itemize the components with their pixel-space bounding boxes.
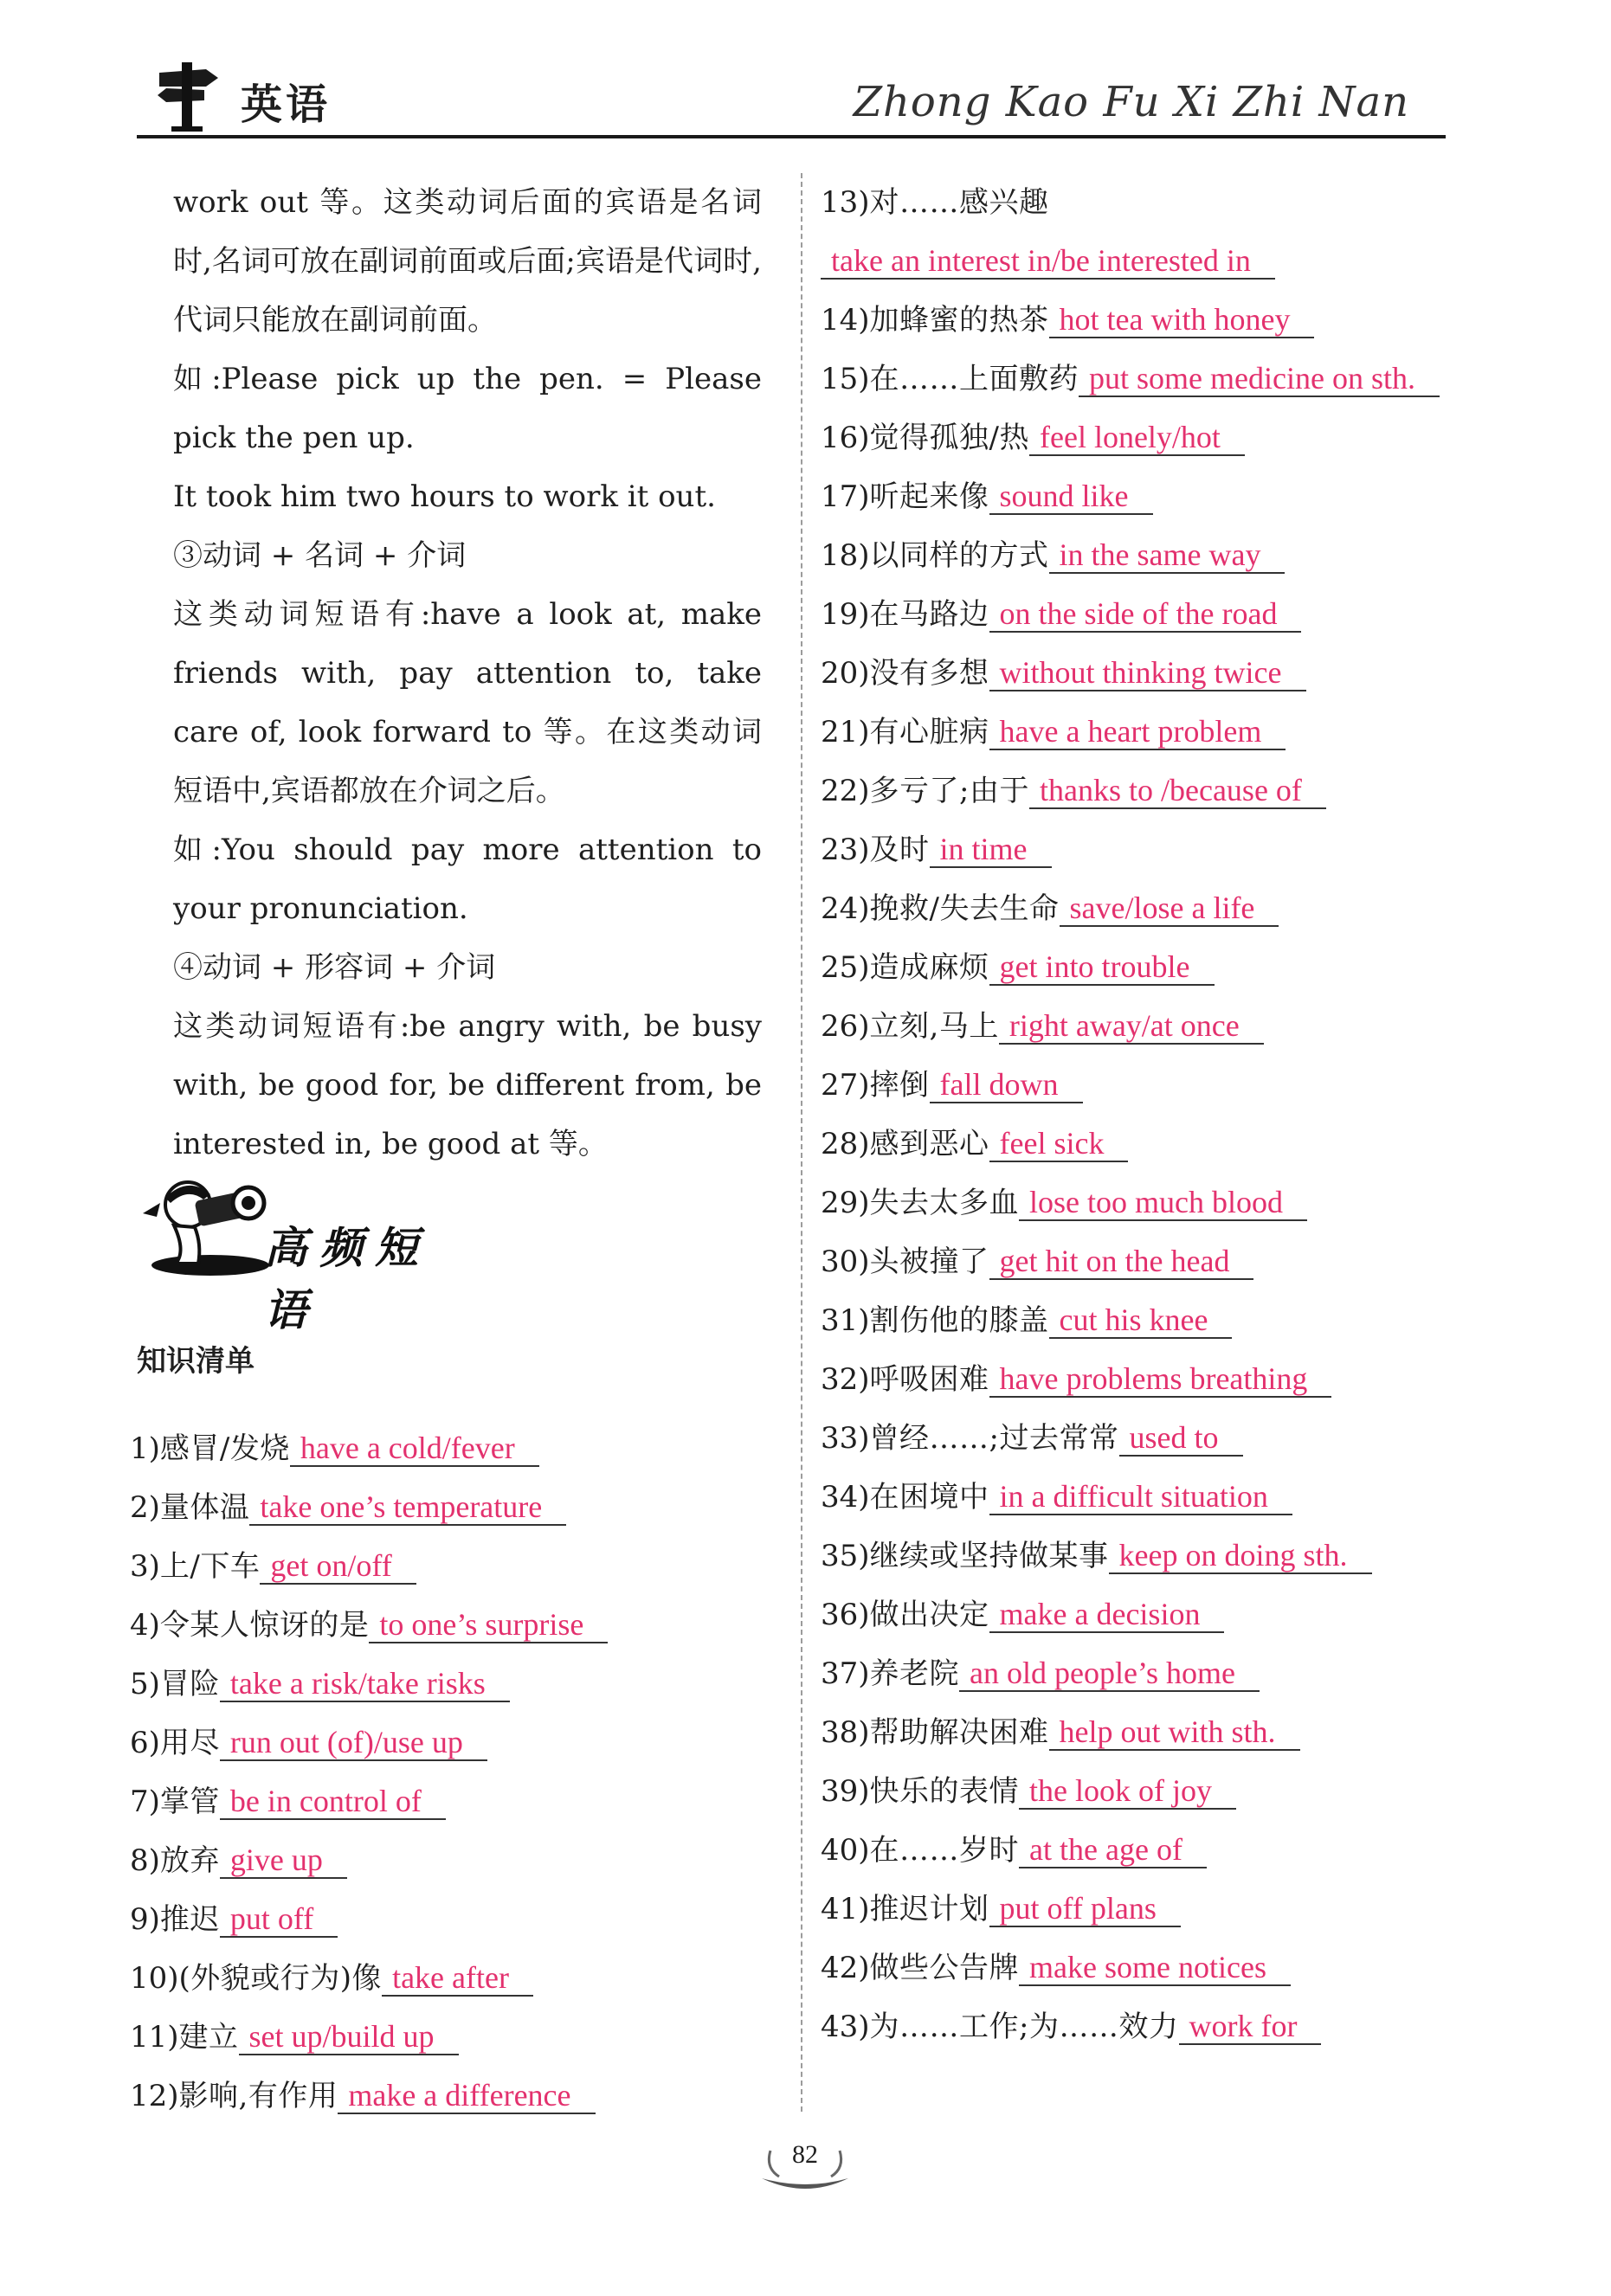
- phrase-answer: get into trouble: [989, 949, 1215, 986]
- phrase-answer: right away/at once: [999, 1008, 1264, 1045]
- section-banner: [134, 1168, 480, 1335]
- phrase-answer: feel lonely/hot: [1029, 420, 1245, 456]
- note-example: It took him two hours to work it out.: [173, 479, 716, 514]
- phrase-item: [821, 1997, 1461, 2056]
- note-paragraph: work out 等。这类动词后面的宾语是名词时,名词可放在副词前面或后面;宾语是代词时,代词只能放在副词前面。: [173, 185, 762, 338]
- phrase-item: [130, 1831, 788, 1890]
- phrase-answer: keep on doing sth.: [1109, 1538, 1372, 1574]
- phrase-chinese: (外貌或行为)像: [178, 1961, 383, 1996]
- phrase-answer: make a difference: [338, 2078, 595, 2114]
- page-number: 82: [744, 2133, 866, 2194]
- note-example: 如:Please pick up the pen. = Please pick the pen up.: [173, 362, 762, 455]
- phrase-item: [821, 1174, 1461, 1232]
- phrase-number: 6): [130, 1726, 160, 1760]
- phrase-number: 26): [821, 1009, 870, 1044]
- phrase-chinese: 感到恶心: [869, 1127, 989, 1161]
- phrase-number: 15): [821, 362, 870, 396]
- phrase-item: [821, 350, 1461, 408]
- phrase-item: [821, 1232, 1461, 1291]
- phrase-item: [130, 1537, 788, 1596]
- phrase-answer: make a decision: [989, 1597, 1225, 1633]
- phrase-item: [821, 1350, 1461, 1409]
- phrase-answer: in the same way: [1049, 537, 1286, 574]
- phrase-chinese: 上/下车: [159, 1549, 261, 1584]
- phrase-item: [821, 1527, 1461, 1585]
- phrase-list-left: [130, 1419, 788, 2126]
- phrase-item: [130, 1655, 788, 1714]
- phrase-number: 11): [130, 2020, 179, 2055]
- phrase-item: [821, 526, 1461, 585]
- phrase-item: [130, 1772, 788, 1831]
- phrase-answer: take an interest in/be interested in: [821, 243, 1275, 280]
- phrase-answer: give up: [220, 1843, 347, 1879]
- phrase-number: 25): [821, 950, 870, 985]
- phrase-item: [821, 879, 1461, 938]
- phrase-chinese: 帮助解决困难: [869, 1715, 1049, 1750]
- phrase-chinese: 养老院: [869, 1656, 960, 1691]
- phrase-chinese: 多亏了;由于: [869, 774, 1029, 808]
- phrase-answer: lose too much blood: [1019, 1185, 1307, 1221]
- subject-title: 英语: [241, 80, 332, 129]
- phrase-item: [821, 703, 1461, 762]
- series-title: Zhong Kao Fu Xi Zhi Nan: [853, 78, 1409, 126]
- phrase-number: 10): [130, 1961, 179, 1996]
- phrase-answer: have problems breathing: [989, 1361, 1332, 1398]
- phrase-number: 29): [821, 1186, 870, 1220]
- phrase-chinese: 建立: [178, 2020, 239, 2055]
- phrase-item: [821, 1291, 1461, 1350]
- phrase-chinese: 失去太多血: [869, 1186, 1020, 1220]
- column-divider: [801, 173, 802, 2112]
- phrase-number: 1): [130, 1431, 160, 1466]
- phrase-item: [130, 1478, 788, 1537]
- phrase-answer: without thinking twice: [989, 655, 1306, 691]
- phrase-answer: be in control of: [220, 1784, 446, 1820]
- phrase-chinese: 推迟计划: [869, 1892, 989, 1926]
- phrase-chinese: 觉得孤独/热: [869, 421, 1029, 455]
- phrase-number: 14): [821, 303, 870, 338]
- signpost-icon: [154, 57, 223, 133]
- phrase-chinese: 影响,有作用: [178, 2079, 338, 2113]
- phrase-number: 41): [821, 1892, 870, 1926]
- phrase-chinese: 对……感兴趣: [869, 185, 1049, 220]
- phrase-number: 39): [821, 1774, 870, 1809]
- phrase-number: 38): [821, 1715, 870, 1750]
- phrase-item: [821, 1939, 1461, 1997]
- phrase-number: 22): [821, 774, 870, 808]
- phrase-number: 2): [130, 1490, 160, 1525]
- phrase-number: 35): [821, 1539, 870, 1573]
- phrase-answer: get on/off: [260, 1548, 416, 1585]
- phrase-answer: an old people’s home: [959, 1656, 1260, 1692]
- phrase-item: [821, 1056, 1461, 1115]
- phrase-item: [821, 1821, 1461, 1880]
- phrase-answer: take a risk/take risks: [220, 1666, 510, 1702]
- phrase-chinese: 用尽: [159, 1726, 220, 1760]
- phrase-chinese: 听起来像: [869, 479, 989, 514]
- phrase-answer: put off: [220, 1901, 338, 1938]
- phrase-chinese: 冒险: [159, 1667, 220, 1701]
- phrase-answer: thanks to /because of: [1029, 773, 1326, 809]
- phrase-answer: put off plans: [989, 1891, 1181, 1927]
- phrase-number: 16): [821, 421, 870, 455]
- phrase-answer: the look of joy: [1019, 1773, 1236, 1810]
- phrase-item: [130, 2008, 788, 2067]
- phrase-chinese: 挽救/失去生命: [869, 891, 1060, 926]
- phrase-answer: cut his knee: [1049, 1302, 1233, 1339]
- phrase-item: [821, 173, 1461, 291]
- phrase-answer: hot tea with honey: [1049, 302, 1315, 338]
- phrase-number: 12): [130, 2079, 179, 2113]
- phrase-chinese: 有心脏病: [869, 715, 989, 749]
- grammar-notes: [173, 173, 762, 1174]
- phrase-number: 7): [130, 1785, 160, 1819]
- phrase-item: [821, 1644, 1461, 1703]
- phrase-answer: run out (of)/use up: [220, 1725, 487, 1761]
- phrase-chinese: 快乐的表情: [869, 1774, 1020, 1809]
- phrase-chinese: 立刻,马上: [869, 1009, 999, 1044]
- phrase-number: 17): [821, 479, 870, 514]
- phrase-list-right: [821, 173, 1461, 2056]
- note-paragraph: 这类动词短语有:be angry with, be busy with, be good for, be different from, be interested in, be good at 等。: [173, 1009, 762, 1161]
- phrase-number: 32): [821, 1362, 870, 1397]
- phrase-chinese: 呼吸困难: [869, 1362, 989, 1397]
- phrase-answer: feel sick: [989, 1126, 1129, 1162]
- phrase-number: 30): [821, 1244, 870, 1279]
- phrase-chinese: 做些公告牌: [869, 1951, 1020, 1985]
- phrase-item: [821, 1880, 1461, 1939]
- phrase-answer: to one’s surprise: [369, 1607, 608, 1643]
- phrase-number: 23): [821, 833, 870, 867]
- header-rule: [137, 135, 1446, 138]
- phrase-answer: in time: [930, 832, 1052, 868]
- phrase-answer: take one’s temperature: [249, 1489, 566, 1526]
- phrase-chinese: 曾经……;过去常常: [869, 1421, 1119, 1456]
- phrase-answer: set up/build up: [239, 2019, 459, 2055]
- mascot-telescope-icon: [134, 1168, 273, 1285]
- phrase-number: 27): [821, 1068, 870, 1103]
- phrase-answer: sound like: [989, 479, 1153, 515]
- phrase-number: 37): [821, 1656, 870, 1691]
- phrase-answer: have a heart problem: [989, 714, 1286, 750]
- phrase-item: [130, 1890, 788, 1949]
- phrase-item: [130, 1596, 788, 1655]
- phrase-answer: make some notices: [1019, 1950, 1291, 1986]
- phrase-answer: have a cold/fever: [290, 1431, 539, 1467]
- phrase-answer: work for: [1179, 2009, 1322, 2045]
- page-header: [137, 52, 1446, 143]
- phrase-answer: put some medicine on sth.: [1079, 361, 1440, 397]
- phrase-chinese: 摔倒: [869, 1068, 930, 1103]
- phrase-number: 18): [821, 538, 870, 573]
- phrase-answer: in a difficult situation: [989, 1479, 1292, 1515]
- note-paragraph: 这类动词短语有:have a look at, make friends with, pay attention to, take care of, look forward to 等。在这类动词短语中,宾语都放在介词之后。: [173, 597, 762, 808]
- note-subheading: ③动词 + 名词 + 介词: [173, 538, 467, 573]
- phrase-chinese: 在马路边: [869, 597, 989, 632]
- phrase-number: 34): [821, 1480, 870, 1515]
- phrase-chinese: 及时: [869, 833, 930, 867]
- phrase-number: 4): [130, 1608, 160, 1643]
- phrase-chinese: 在……岁时: [869, 1833, 1020, 1868]
- phrase-item: [821, 820, 1461, 879]
- phrase-answer: fall down: [930, 1067, 1083, 1103]
- phrase-number: 20): [821, 656, 870, 691]
- phrase-chinese: 为……工作;为……效力: [869, 2010, 1179, 2044]
- phrase-item: [821, 762, 1461, 820]
- phrase-item: [130, 2067, 788, 2126]
- phrase-chinese: 令某人惊讶的是: [159, 1608, 370, 1643]
- phrase-chinese: 造成麻烦: [869, 950, 989, 985]
- phrase-item: [821, 408, 1461, 467]
- phrase-chinese: 感冒/发烧: [159, 1431, 290, 1466]
- phrase-number: 9): [130, 1902, 160, 1937]
- phrase-item: [130, 1949, 788, 2008]
- phrase-number: 5): [130, 1667, 160, 1701]
- phrase-chinese: 头被撞了: [869, 1244, 989, 1279]
- phrase-chinese: 以同样的方式: [869, 538, 1049, 573]
- phrase-item: [821, 1468, 1461, 1527]
- phrase-item: [821, 467, 1461, 526]
- phrase-item: [821, 1703, 1461, 1762]
- phrase-number: 21): [821, 715, 870, 749]
- phrase-number: 31): [821, 1303, 870, 1338]
- phrase-number: 33): [821, 1421, 870, 1456]
- phrase-number: 24): [821, 891, 870, 926]
- phrase-number: 3): [130, 1549, 160, 1584]
- phrase-answer: at the age of: [1019, 1832, 1207, 1868]
- phrase-chinese: 没有多想: [869, 656, 989, 691]
- phrase-item: [821, 1115, 1461, 1174]
- phrase-number: 19): [821, 597, 870, 632]
- phrase-chinese: 在……上面敷药: [869, 362, 1079, 396]
- phrase-item: [821, 585, 1461, 644]
- phrase-item: [821, 938, 1461, 997]
- phrase-answer: help out with sth.: [1049, 1714, 1300, 1751]
- phrase-chinese: 掌管: [159, 1785, 220, 1819]
- phrase-chinese: 放弃: [159, 1843, 220, 1878]
- phrase-number: 43): [821, 2010, 870, 2044]
- phrase-item: [821, 291, 1461, 350]
- phrase-chinese: 推迟: [159, 1902, 220, 1937]
- banner-title: 高频短语: [264, 1222, 430, 1335]
- note-subheading: ④动词 + 形容词 + 介词: [173, 950, 496, 985]
- phrase-chinese: 量体温: [159, 1490, 250, 1525]
- phrase-answer: on the side of the road: [989, 596, 1302, 633]
- phrase-number: 36): [821, 1598, 870, 1632]
- phrase-chinese: 做出决定: [869, 1598, 989, 1632]
- phrase-chinese: 加蜂蜜的热茶: [869, 303, 1049, 338]
- section-label: 知识清单: [137, 1344, 255, 1379]
- phrase-answer: save/lose a life: [1060, 891, 1279, 927]
- phrase-item: [130, 1714, 788, 1772]
- phrase-item: [821, 1762, 1461, 1821]
- phrase-chinese: 在困境中: [869, 1480, 989, 1515]
- phrase-item: [130, 1419, 788, 1478]
- phrase-item: [821, 1585, 1461, 1644]
- phrase-number: 42): [821, 1951, 870, 1985]
- phrase-chinese: 割伤他的膝盖: [869, 1303, 1049, 1338]
- phrase-item: [821, 1409, 1461, 1468]
- phrase-number: 13): [821, 185, 870, 220]
- phrase-item: [821, 997, 1461, 1056]
- phrase-answer: take after: [382, 1960, 533, 1997]
- phrase-number: 28): [821, 1127, 870, 1161]
- phrase-chinese: 继续或坚持做某事: [869, 1539, 1109, 1573]
- phrase-number: 8): [130, 1843, 160, 1878]
- phrase-answer: get hit on the head: [989, 1244, 1254, 1280]
- phrase-answer: used to: [1119, 1420, 1243, 1457]
- phrase-number: 40): [821, 1833, 870, 1868]
- note-example: 如:You should pay more attention to your pronunciation.: [173, 833, 762, 926]
- phrase-item: [821, 644, 1461, 703]
